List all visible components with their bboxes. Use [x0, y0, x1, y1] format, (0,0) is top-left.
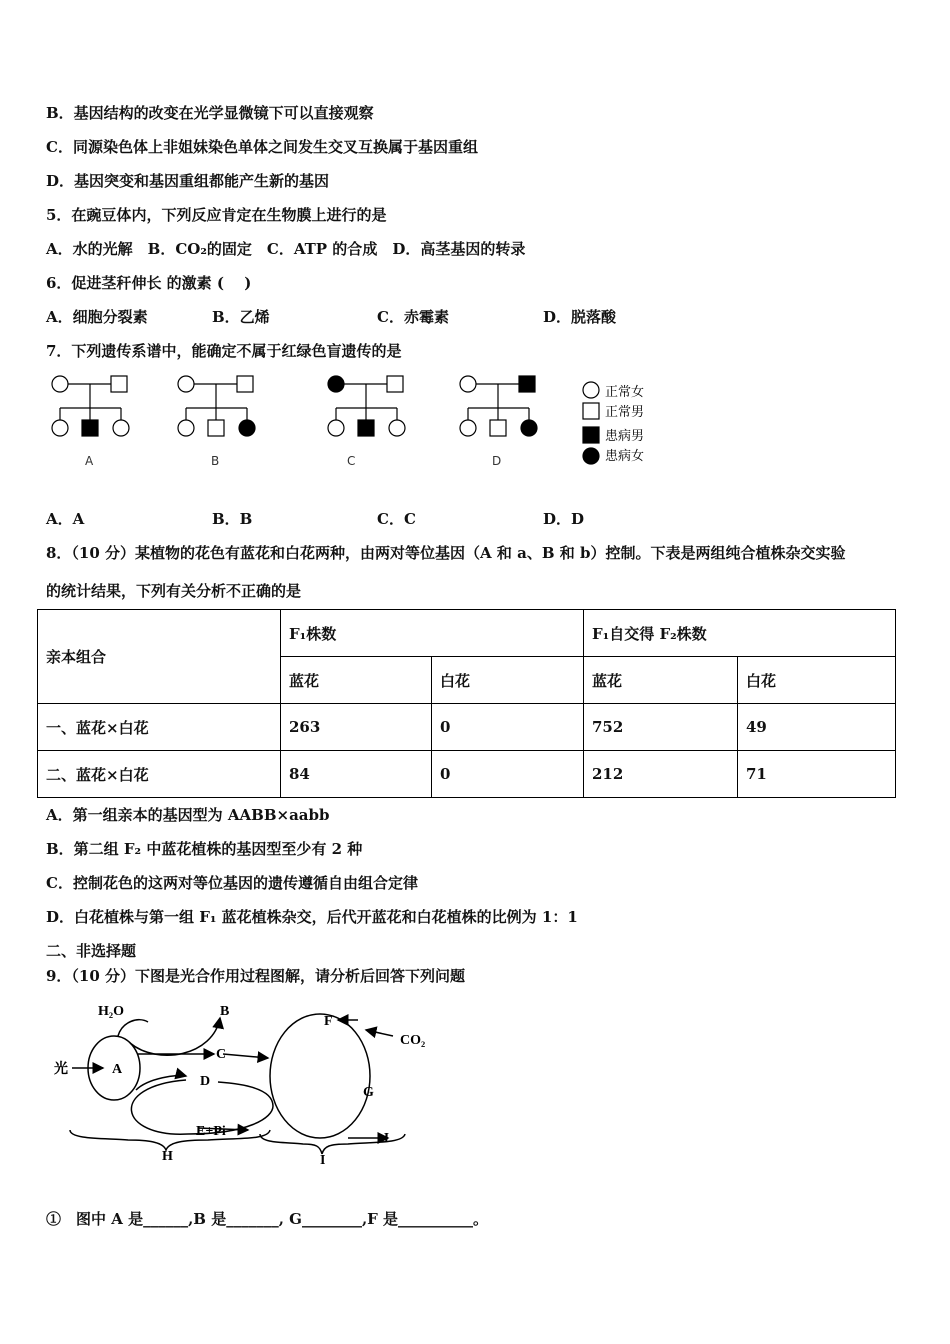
- cell-f1-white: 0: [432, 704, 584, 751]
- q4-option-c: C．同源染色体上非姐妹染色单体之间发生交叉互换属于基因重组: [46, 138, 478, 156]
- question-8-line1: 8．（10 分）某植物的花色有蓝花和白花两种，由两对等位基因（A 和 a、B 和 b）控制。下表是两组纯合植株杂交实验: [46, 544, 846, 562]
- table-row: [38, 751, 896, 798]
- pedigree-label-d: D: [492, 454, 502, 468]
- q6-option-b: B．乙烯: [212, 308, 270, 326]
- header-f2: F₁自交得 F₂株数: [584, 610, 896, 657]
- label-co2: CO₂: [400, 1033, 426, 1048]
- label-j: J: [382, 1131, 389, 1146]
- label-a: A: [112, 1062, 123, 1077]
- header-parent-combo: 亲本组合: [38, 610, 281, 704]
- q7-option-c: C．C: [377, 510, 416, 528]
- legend-normal-female: 正常女: [605, 385, 645, 400]
- h2o-arrow-line: [118, 1020, 148, 1036]
- q8-option-c: C．控制花色的这两对等位基因的遗传遵循自由组合定律: [46, 874, 418, 892]
- pedigree-figure: [40, 366, 680, 476]
- q4-option-b: B．基因结构的改变在光学显微镜下可以直接观察: [46, 104, 374, 122]
- header-f1: F₁株数: [281, 610, 584, 657]
- pedigree-c: [328, 376, 405, 436]
- q8-option-b: B．第二组 F₂ 中蓝花植株的基因型至少有 2 种: [46, 840, 363, 858]
- pedigree-label-c: C: [347, 454, 356, 468]
- calvin-cycle-ellipse: [270, 1014, 370, 1138]
- q8-option-d: D．白花植株与第一组 F₁ 蓝花植株杂交，后代开蓝花和白花植株的比例为 1：1: [46, 908, 578, 926]
- pedigree-label-b: B: [211, 454, 220, 468]
- cell-f2-blue: 752: [584, 704, 738, 751]
- label-h: H: [162, 1149, 173, 1164]
- question-8-line2: 的统计结果，下列有关分析不正确的是: [46, 582, 302, 600]
- q6-option-c: C．赤霉素: [377, 308, 449, 326]
- pedigree-a: [52, 376, 129, 436]
- label-c: C: [216, 1047, 227, 1062]
- cell-f2-white: 71: [738, 751, 896, 798]
- label-b: B: [220, 1004, 230, 1019]
- pedigree-d: [460, 376, 537, 436]
- question-5: 5．在豌豆体内，下列反应肯定在生物膜上进行的是: [46, 206, 387, 224]
- q6-option-a: A．细胞分裂素: [46, 308, 148, 326]
- q7-option-b: B．B: [212, 510, 253, 528]
- label-f: F: [324, 1014, 333, 1029]
- q7-option-d: D．D: [543, 510, 585, 528]
- cell-f2-white: 49: [738, 704, 896, 751]
- pedigree-b: [178, 376, 255, 436]
- cell-f1-blue: 84: [281, 751, 432, 798]
- label-light: 光: [54, 1062, 68, 1077]
- question-9-part-1: ① 图中 A 是______,B 是_______, G________,F 是__________。: [46, 1210, 489, 1228]
- label-d: D: [200, 1074, 211, 1089]
- cell-f2-blue: 212: [584, 751, 738, 798]
- q4-option-d: D．基因突变和基因重组都能产生新的基因: [46, 172, 330, 190]
- question-9: 9．（10 分）下图是光合作用过程图解，请分析后回答下列问题: [46, 967, 466, 985]
- cross-results-table: [37, 609, 896, 798]
- cell-combo: 二、蓝花×白花: [38, 751, 281, 798]
- question-7: 7．下列遗传系谱中，能确定不属于红绿色盲遗传的是: [46, 342, 402, 360]
- pedigree-label-a: A: [85, 454, 94, 468]
- label-g: G: [363, 1085, 374, 1100]
- q8-option-a: A．第一组亲本的基因型为 AABB×aabb: [46, 806, 330, 824]
- cell-combo: 一、蓝花×白花: [38, 704, 281, 751]
- header-f1-blue: 蓝花: [281, 657, 432, 704]
- header-f2-blue: 蓝花: [584, 657, 738, 704]
- legend-affected-male: 患病男: [605, 429, 645, 444]
- header-f1-white: 白花: [432, 657, 584, 704]
- cell-f1-blue: 263: [281, 704, 432, 751]
- section-2-title: 二、非选择题: [46, 942, 137, 960]
- q7-option-a: A．A: [46, 510, 85, 528]
- cell-f1-white: 0: [432, 751, 584, 798]
- legend-normal-male: 正常男: [605, 405, 645, 420]
- photosynthesis-diagram: [48, 998, 448, 1178]
- label-e-pi: E+Pi: [196, 1124, 226, 1139]
- legend-affected-female: 患病女: [605, 449, 645, 464]
- question-6: 6．促进茎秆伸长 的激素 ( ): [46, 274, 252, 292]
- question-5-options: A．水的光解 B．CO₂的固定 C．ATP 的合成 D．高茎基因的转录: [46, 240, 526, 258]
- pedigree-legend: [583, 382, 599, 464]
- table-row: [38, 704, 896, 751]
- header-f2-white: 白花: [738, 657, 896, 704]
- q6-option-d: D．脱落酸: [543, 308, 617, 326]
- label-h2o: H₂O: [98, 1004, 124, 1019]
- label-i: I: [320, 1153, 326, 1168]
